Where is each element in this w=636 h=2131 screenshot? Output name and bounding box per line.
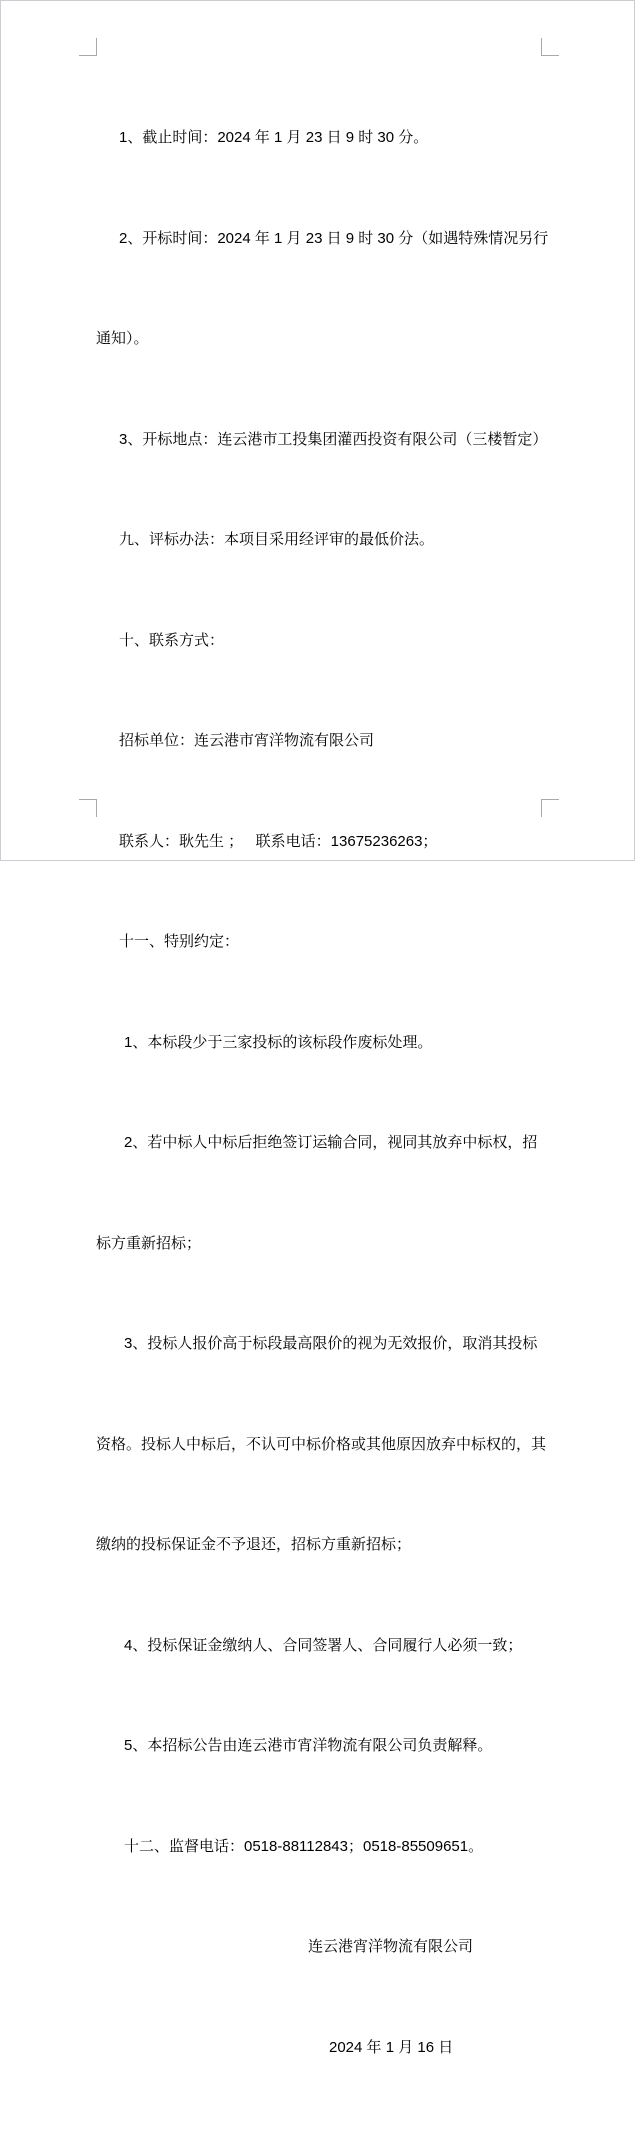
document-line-date: 2024 年 1 月 16 日: [329, 2038, 454, 2056]
document-line-deadline: 1、截止时间：2024 年 1 月 23 日 9 时 30 分。: [119, 129, 429, 146]
document-body: [96, 54, 574, 2131]
document-line-supervision: 十二、监督电话：0518-88112843；0518-85509651。: [124, 1837, 484, 1855]
document-line-location: 3、开标地点：连云港市工投集团灌西投资有限公司（三楼暂定）: [119, 430, 548, 448]
document-line-bid-opening: 2、开标时间：2024 年 1 月 23 日 9 时 30 分（如遇特殊情况另行: [119, 229, 549, 247]
margin-crop-mark-top-left: [79, 38, 97, 56]
document-line-special-2: 2、若中标人中标后拒绝签订运输合同，视同其放弃中标权，招: [124, 1134, 538, 1151]
margin-crop-mark-bottom-left: [79, 799, 97, 817]
document-line-wrap: 资格。投标人中标后，不认可中标价格或其他原因放弃中标权的，其: [96, 1435, 547, 1453]
document-line-wrap: 缴纳的投标保证金不予退还，招标方重新招标；: [96, 1536, 412, 1553]
document-line-tender-unit: 招标单位：连云港市宵洋物流有限公司: [119, 732, 375, 749]
document-line-signature: 连云港宵洋物流有限公司: [308, 1938, 474, 1955]
document-line-wrap: 标方重新招标；: [96, 1234, 202, 1252]
document-line-contact-heading: 十、联系方式：: [119, 631, 225, 649]
document-line-special-1: 1、本标段少于三家投标的该标段作废标处理。: [124, 1033, 433, 1051]
document-line-contact-person: 联系人：耿先生 ； 联系电话：13675236263；: [119, 832, 438, 850]
document-line-special-5: 5、本招标公告由连云港市宵洋物流有限公司负责解释。: [124, 1737, 493, 1754]
document-line-special-4: 4、投标保证金缴纳人、合同签署人、合同履行人必须一致；: [124, 1636, 523, 1654]
document-line-special-heading: 十一、特别约定：: [119, 933, 240, 950]
document-line-wrap: 通知）。: [96, 330, 149, 347]
document-line-special-3: 3、投标人报价高于标段最高限价的视为无效报价，取消其投标: [124, 1335, 538, 1352]
document-line-evaluation: 九、评标办法：本项目采用经评审的最低价法。: [119, 531, 435, 548]
